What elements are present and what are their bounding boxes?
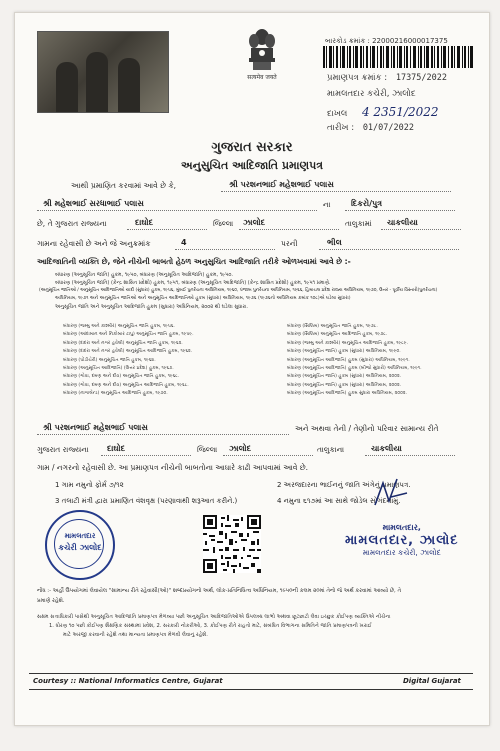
- list-item: બંધારણ (દાદરા અને નગર હવેલી) અનુસૂચિત આદિજાતિ હુકમ, ૧૯૬૨.: [63, 349, 193, 355]
- basis-3: 3 તલાટી મંત્રી દ્વારા પ્રમાણિત વંશવૃક્ષ (પરણાવાથી શરૂઆત કરીને.): [55, 497, 238, 505]
- list-item: બંધારણ (આંદામાન અને નિકોબાર ટાપુ) અનુસૂચિત જાતિ હુકમ, ૧૯૫૯.: [63, 332, 194, 338]
- certificate-number: પ્રમાણપત્ર ક્રમાંક : 17375/2022: [327, 73, 448, 83]
- mamlatdar-stamp: મામલતદાર, મામલતદાર, ઝાલોદ મામલતદાર કચેરી, ઝાલોદ: [345, 523, 459, 557]
- residence-village: દાઘોદ: [107, 444, 126, 453]
- signature-mark: [371, 475, 411, 515]
- residence-taluka: ચાકલીયા: [371, 444, 402, 453]
- list-item: બંધારણ (જમ્મુ અને કાશ્મીર) અનુસૂચિત આદિજાતિ હુકમ, ૧૯૮૯.: [287, 340, 408, 346]
- note-1: નોંધ :- અહીં ઉપયોગમાં લેવાયેલ "સામાન્ય રીતે રહેવાસી(ઓ)" શબ્દપ્રયોગનો અર્થ, લોક-પ્રતિનિધિત્વ અધિનિયમ, ૧૯૫૦ની કલમ ૨૦માં તેનો જે અર્થ કરવામાં આવ્યો છે, તે: [37, 588, 402, 594]
- list-item: બંધારણ (અનુસૂચિત આદિજાતિ) હુકમ સુધારા અધિનિયમ, ૨૦૦૨.: [287, 391, 408, 397]
- order-line-1: બંધારણ (અનુસૂચિત જાતિ) હુકમ, ૧૯૫૦, બંધારણ (અનુસૂચિત આદિજાતિ) હુકમ, ૧૯૫૦.: [55, 272, 234, 278]
- certificate-page: [14, 12, 490, 726]
- basis-4: 4 નમુના ૬૧૭માં આ સાથે જોડેલ સોગંદનામું.: [277, 497, 401, 505]
- list-item: બંધારણ (જમ્મુ અને કાશ્મીર) અનુસૂચિત જાતિ હુકમ, ૧૯૫૬.: [63, 324, 175, 329]
- father-name: શ્રી મહેશભાઈ સરધાભાઈ પલાસ: [43, 199, 144, 208]
- lion-capital-icon: [247, 27, 277, 73]
- relation-value: દિકરો/પુત્ર: [351, 199, 383, 208]
- list-item: બંધારણ (અનુસૂચિત જાતિ) હુકમ (સુધારા) અધિનિયમ, ૨૦૦૨.: [287, 374, 402, 380]
- register-entry: દાખલ 4 2351/2022: [327, 105, 439, 119]
- serial-suffix: પરની: [281, 239, 298, 248]
- serial-value: 4: [181, 238, 187, 247]
- tribe-sentence: આદિજાતિની વ્યક્તિ છે, જેને નીચેની બાબતો હેઠળ અનુસુચિત આદિજાતિ તરીકે ઓળખવામાં આવે છે :-: [37, 257, 351, 266]
- applicant-name: શ્રી પરશનભાઈ મહેશભાઈ પલાસ: [229, 180, 334, 189]
- note-2-end: માટે અરજી કરવાની રહેશે તથા માન્યતા પ્રમાણપત્ર મેળવી લેવાનું રહેશે.: [63, 632, 208, 638]
- emblem-caption: सत्यमेव जयते: [247, 74, 277, 81]
- family-suffix: અને અથવા તેની / તેણીનો પરિવાર સામાન્ય રીતે: [295, 424, 439, 433]
- taluka: ચાકલીયા: [387, 218, 418, 227]
- list-item: બંધારણ (દાદરા અને નગર હવેલી) અનુસૂચિત જાતિ હુકમ, ૧૯૬૨.: [63, 340, 183, 346]
- certify-text: આથી પ્રમાણિત કરવામાં આવે છે કે,: [71, 181, 177, 190]
- taluka-label: તાલુકામાં: [345, 219, 372, 228]
- basis-1: 1 ગામ નમુનો ફોર્મ ૭/૧૨: [55, 481, 124, 489]
- residence-state: ગુજરાત રાજ્યના: [37, 445, 89, 454]
- village: દાઘોદ: [135, 218, 154, 227]
- list-item: બંધારણ (સિક્કિમ) અનુસૂચિત જાતિ હુકમ, ૧૯૭૮.: [287, 324, 378, 329]
- list-item: બંધારણ (ગોવા, દમણ અને દીવ) અનુસૂચિત જાતિ હુકમ, ૧૯૬૮.: [63, 374, 180, 380]
- note-2: સક્ષમ સત્તાધિકારી પાસેથી અનુસૂચિત આદિજાતિ પ્રમાણપત્ર મેળવ્યા પછી અનુસૂચિત આદિજાતિઓએ ઉપલબ્ધ લાભો અથવા છૂટછાટો લેવા ઇચ્છુક કોઈપણ વ્યક્તિએ નીચેના: [37, 614, 391, 620]
- list-item: બંધારણ (ગોવા, દમણ અને દીવ) અનુસૂચિત આદિજાતિ હુકમ, ૧૯૬૮.: [63, 382, 189, 388]
- barcode-label: બારકોડ ક્રમાંક : 22000216000017375: [325, 37, 448, 45]
- district-label: જિલ્લા: [213, 219, 234, 228]
- residence-district-label: જિલ્લા: [197, 445, 218, 454]
- footer-courtesy: Courtesy :: National Informatics Centre, Gujarat: [33, 677, 223, 685]
- list-item: બંધારણ (પોંડીચેરી) અનુસૂચિત જાતિ હુકમ, ૧૯૬૪.: [63, 357, 156, 363]
- applicant-photo: [37, 31, 169, 113]
- list-item: બંધારણ (સિક્કિમ) અનુસૂચિત આદિજાતિ હુકમ, ૧૯૭૮.: [287, 332, 388, 338]
- orders-list-left: [63, 323, 194, 399]
- basis-2: 2 અરજદારના ભાઈનનું જાતિ અંગેનું પ્રમાણપત્ર.: [277, 481, 411, 489]
- order-line-2: બંધારણ (અનુસૂચિત જાતિ) (કેન્દ્ર શાસિત પ્રદેશો) હુકમ, ૧૯૫૧, બંધારણ (અનુસૂચિત આદિજાતિ) (કેન્દ્ર શાસિત પ્રદેશો) હુકમ, ૧૯૫૧ પ્રમાણે.: [55, 280, 331, 286]
- order-line-5: અનુસૂચિત જાતિ અને અનુસૂચિત આદિજાતિ હુકમ (સુધારા) અધિનિયમ, ૨૦૦૨ થી ઘડેલા સુધારા.: [55, 304, 248, 310]
- list-item: બંધારણ (અનુસૂચિત જાતિ) હુકમ (સુધારા) અધિનિયમ, ૧૯૯૦.: [287, 349, 401, 355]
- barcode: [323, 46, 475, 68]
- residence-taluka-label: તાલુકાના: [317, 445, 345, 454]
- family-name: શ્રી પરશનભાઈ મહેશભાઈ પલાસ: [43, 423, 148, 432]
- office-round-stamp: મામલતદાર કચેરી ઝાલોદ: [45, 510, 115, 580]
- order-line-3: (અનુસૂચિત જાતિઓ / અનુસૂચિત આદિજાતિઓ યાદી (સુધારા) હુકમ, ૧૯૫૬, મુંબઈ પુનર્રચના અધિનિયમ, ૧૯૬૦, પંજાબ પુનર્રચના અધિનિયમ, ૧૯૬૬, હિમાચલ પ્રદેશ રાજ્ય અધિનિયમ, ૧૯૭૦, ઉત્તર - પૂર્વીય વિસ્તારો(પુનર્રચના): [39, 288, 438, 293]
- serial-prefix: ગામના રહેવાસી છે અને જે અનુક્રમાંક: [37, 239, 151, 248]
- residence-district: ઝાલોદ: [229, 444, 252, 453]
- qr-code: [203, 515, 261, 573]
- note-1-cont: પ્રમાણે રહેશે.: [37, 598, 65, 604]
- tribe: ભીલ: [327, 238, 342, 247]
- document-subtitle: અનુસુચિત આદિજાતિ પ્રમાણપત્ર: [180, 159, 324, 172]
- list-item: બંધારણ (અનુસૂચિત આદિજાતિ) (ઉત્તર પ્રદેશ) હુકમ, ૧૯૬૭.: [63, 366, 174, 372]
- relation-label: ના: [323, 200, 331, 209]
- list-item: બંધારણ (અનુસૂચિત આદિજાતિ) હુકમ (સુધારા) અધિનિયમ, ૧૯૯૧.: [287, 357, 410, 363]
- list-item: બંધારણ (અનુસૂચિત જાતિ) હુકમ (સુધારા) અધિનિયમ, ૨૦૦૨.: [287, 382, 402, 388]
- note-2-items: 1. ધોરણ ૧૦ પછી કોઈપણ શૈક્ષણિક સંસ્થામાં પ્રવેશ, 2. સરકારી નોકરીઓ, 3. કોઈપણ રીતે રાહતો માટે, સંબંધિત વિભાગના સમિતિને જાતિ પ્રમાણપત્રની ખરાઈ: [49, 623, 372, 629]
- issue-date: તારીખ : 01/07/2022: [327, 123, 414, 133]
- footer-brand: Digital Gujarat: [403, 677, 461, 685]
- district: ઝાલોદ: [243, 218, 266, 227]
- orders-list-right: [287, 323, 422, 399]
- basis-text: ગામ / નગરનો રહેવાસી છે. આ પ્રમાણપત્ર નીચેની બાબતોના આધારે કાઢી આપવામાં આવે છે.: [37, 463, 309, 472]
- order-line-4: અધિનિયમ, ૧૯૭૧ અને અનુસૂચિત જાતિઓ અને અનુસૂચિત આદિજાતિઓ હુકમ (સુધારા) અધિનિયમ, ૧૯૭૬ (૧૯૭૬નો અધિનિયમ ક્રમાંક ૧૦૮)એ ઘડેલા સુધારા): [55, 296, 351, 301]
- document-title: ગુજરાત સરકાર: [211, 140, 293, 155]
- list-item: બંધારણ (અનુસૂચિત આદિજાતિ) હુકમ (બીજો સુધારો) અધિનિયમ, ૧૯૯૧.: [287, 366, 422, 372]
- list-item: બંધારણ (નાગાલેન્ડ) અનુસૂચિત આદિજાતિ હુકમ, ૧૯૭૦.: [63, 391, 168, 397]
- state-label: છે, તે ગુજરાત રાજ્યના: [37, 219, 107, 228]
- national-emblem: [237, 27, 287, 91]
- issuing-office: મામલતદાર કચેરી, ઝાલોદ: [327, 89, 416, 99]
